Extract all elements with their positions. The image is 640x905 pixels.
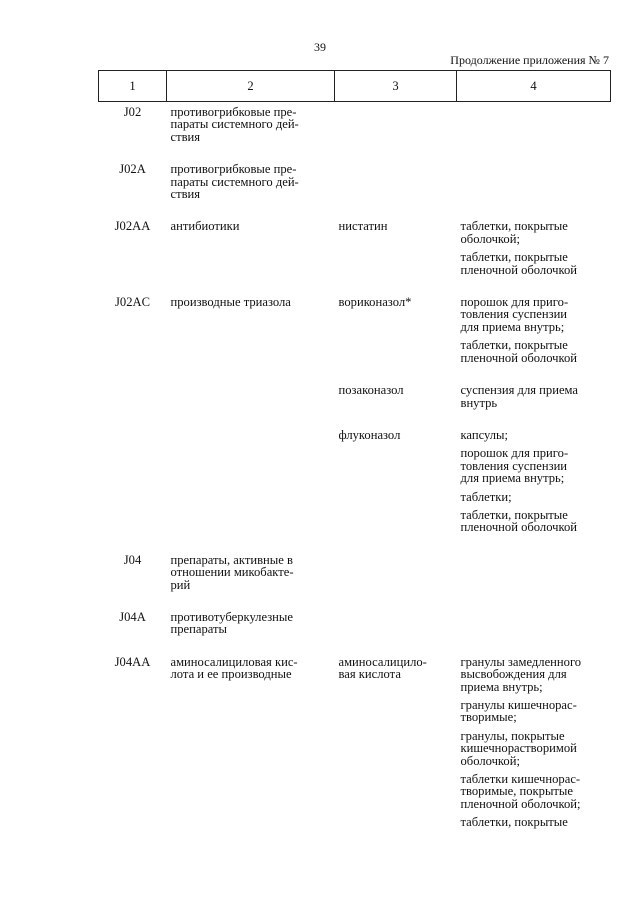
atc-code: J02 — [123, 105, 142, 119]
table-row — [99, 650, 611, 843]
group-name: препараты, активные в отношении микобакте- рий — [170, 552, 294, 592]
atc-code — [99, 423, 167, 548]
table-row — [99, 548, 611, 605]
dosage-form: порошок для приго- товления суспензии для приема внутрь; — [460, 446, 569, 486]
group-name: производные триазола — [170, 295, 291, 310]
column-header-4: 4 — [457, 71, 611, 102]
atc-code: J04A — [119, 609, 146, 624]
table-row — [99, 102, 611, 158]
column-header-1: 1 — [99, 71, 167, 102]
dosage-form: капсулы; — [460, 427, 509, 442]
group-name — [167, 378, 335, 423]
atc-code — [99, 378, 167, 423]
table-row — [99, 378, 611, 423]
dosage-forms — [457, 214, 611, 290]
drug-name: флуконазол — [338, 427, 401, 442]
dosage-form: порошок для приго- товления суспензии для приема внутрь; — [460, 295, 569, 334]
table-row — [99, 290, 611, 378]
drug-name: нистатин — [338, 219, 388, 234]
header-row — [99, 71, 611, 102]
group-name: аминосалициловая кис- лота и ее производные — [170, 654, 298, 682]
dosage-form: таблетки, покрытые пленочной оболочкой — [460, 250, 578, 277]
dosage-forms — [457, 548, 611, 605]
dosage-form: гранулы, покрытые кишечнорастворимой оболочкой; — [460, 728, 577, 768]
table-body — [99, 102, 611, 843]
drug-name: вориконазол* — [338, 295, 412, 310]
table-row — [99, 605, 611, 650]
dosage-form: таблетки, покрытые оболочкой; — [460, 219, 568, 246]
table-row — [99, 157, 611, 214]
group-name: противогрибковые пре- параты системного дей- ствия — [170, 162, 299, 202]
atc-code: J04AA — [114, 654, 151, 669]
appendix-label: Продолжение приложения № 7 — [450, 53, 609, 67]
drug-name — [335, 102, 457, 158]
drug-name — [335, 548, 457, 605]
atc-code: J02AC — [115, 295, 150, 310]
dosage-form: таблетки; — [460, 489, 512, 504]
page-number: 39 — [314, 40, 326, 54]
dosage-form: суспензия для приема внутрь — [460, 383, 579, 410]
atc-code: J02AA — [114, 219, 151, 234]
dosage-forms — [457, 605, 611, 650]
dosage-forms — [457, 378, 611, 423]
medication-table — [98, 70, 611, 843]
dosage-forms — [457, 157, 611, 214]
dosage-forms — [457, 423, 611, 548]
dosage-form: таблетки, покрытые пленочной оболочкой — [460, 338, 578, 365]
group-name: антибиотики — [170, 219, 240, 234]
atc-code: J02A — [119, 162, 146, 177]
dosage-forms — [457, 102, 611, 158]
drug-name — [335, 157, 457, 214]
dosage-forms — [457, 290, 611, 378]
dosage-forms — [457, 650, 611, 843]
atc-code: J04 — [123, 552, 142, 567]
dosage-form: таблетки кишечнорас- творимые, покрытые пленочной оболочкой; — [460, 772, 581, 811]
dosage-form: таблетки, покрытые пленочной оболочкой — [460, 507, 578, 535]
column-header-2: 2 — [167, 71, 335, 102]
table-row — [99, 214, 611, 290]
drug-name: позаконазол — [338, 383, 404, 398]
dosage-form: гранулы замедленного высвобождения для приема внутрь; — [460, 654, 582, 694]
drug-name — [335, 605, 457, 650]
dosage-form: гранулы кишечнорас- творимые; — [460, 698, 577, 725]
group-name: противогрибковые пре- параты системного дей- ствия — [170, 105, 299, 144]
dosage-form: таблетки, покрытые — [460, 815, 568, 830]
group-name — [167, 423, 335, 548]
table-row — [99, 423, 611, 548]
column-header-3: 3 — [335, 71, 457, 102]
drug-name: аминосалицило- вая кислота — [338, 654, 427, 682]
group-name: противотуберкулезные препараты — [170, 609, 293, 637]
